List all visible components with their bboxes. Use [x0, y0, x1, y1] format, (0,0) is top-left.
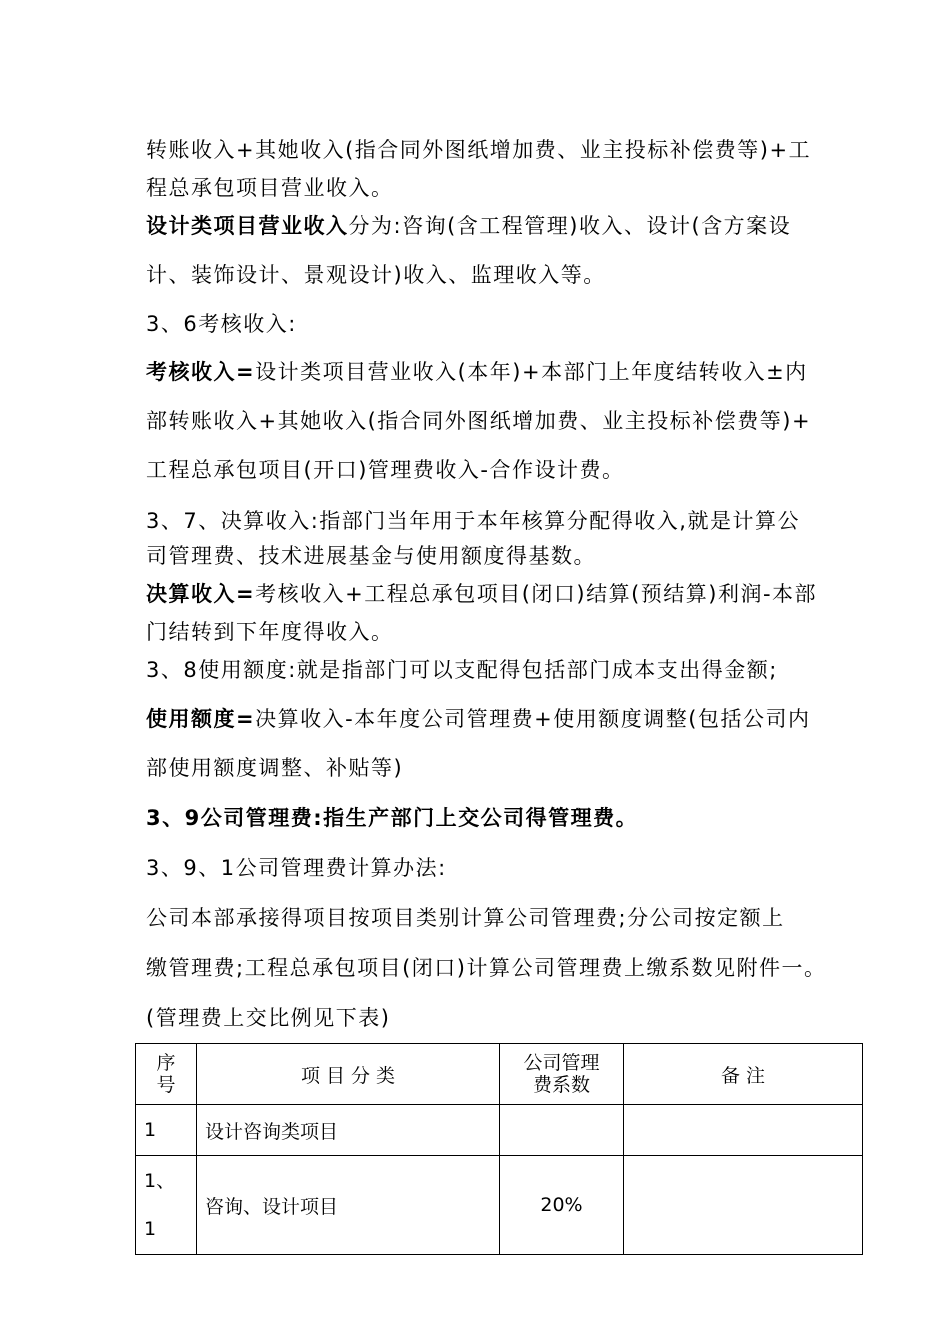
row-seq-top: 1、: [144, 1170, 176, 1192]
text-segment: 3、8使用额度:就是指部门可以支配得包括部门成本支出得金额;: [146, 658, 778, 682]
text-segment: 部转账收入+其她收入(指合同外图纸增加费、业主投标补偿费等)+: [146, 409, 812, 433]
text-segment: 计、装饰设计、景观设计)收入、监理收入等。: [146, 263, 606, 287]
header-seq-top: 序: [156, 1052, 176, 1074]
text-line: [146, 137, 811, 163]
text-segment: 司管理费、技术进展基金与使用额度得基数。: [146, 544, 596, 568]
text-segment: 工程总承包项目(开口)管理费收入-合作设计费。: [146, 458, 625, 482]
section-heading-bold: [146, 805, 638, 831]
table-header-row: [136, 1044, 863, 1105]
section-heading: [146, 657, 778, 683]
bold-term: 设计类项目营业收入: [146, 214, 349, 238]
text-segment: 缴管理费;工程总承包项目(闭口)计算公司管理费上缴系数见附件一。: [146, 956, 827, 980]
text-line: [146, 581, 817, 607]
fee-table: [135, 1043, 863, 1255]
bold-term: 使用额度=: [146, 707, 256, 731]
text-segment: 转账收入+其她收入(指合同外图纸增加费、业主投标补偿费等)+工: [146, 138, 812, 162]
header-category: 项 目 分 类: [197, 1044, 500, 1105]
bold-term: 考核收入=: [146, 360, 256, 384]
bold-term: 决算收入=: [146, 582, 256, 606]
row-note: [624, 1105, 863, 1156]
text-line: [146, 905, 785, 931]
text-line: [146, 359, 808, 385]
text-segment: 分为:咨询(含工程管理)收入、设计(含方案设: [348, 214, 792, 238]
text-segment: 3、7、决算收入:指部门当年用于本年核算分配得收入,就是计算公: [146, 509, 800, 533]
text-line: [146, 706, 810, 732]
text-line: [146, 175, 394, 201]
header-coef-top: 公司管理: [523, 1052, 600, 1074]
row-coefficient: [500, 1105, 624, 1156]
text-segment: 决算收入-本年度公司管理费+使用额度调整(包括公司内: [255, 707, 811, 731]
text-segment: 公司本部承接得项目按项目类别计算公司管理费;分公司按定额上: [146, 906, 785, 930]
table-caption: [146, 1005, 390, 1031]
text-segment: 3、6考核收入:: [146, 312, 297, 336]
text-line: [146, 213, 791, 239]
table-row: [136, 1105, 863, 1156]
text-segment: 部使用额度调整、补贴等): [146, 756, 404, 780]
text-segment: 3、9、1公司管理费计算办法:: [146, 856, 447, 880]
text-segment: 考核收入+工程总承包项目(闭口)结算(预结算)利润-本部: [255, 582, 818, 606]
text-line: [146, 619, 394, 645]
text-segment: 程总承包项目营业收入。: [146, 176, 394, 200]
row-seq: 1: [136, 1105, 197, 1156]
row-seq-bottom: 1: [144, 1218, 157, 1240]
header-seq: [136, 1044, 197, 1105]
text-line: [146, 408, 811, 434]
row-category: 设计咨询类项目: [197, 1105, 500, 1156]
text-line: [146, 262, 606, 288]
header-coef-bottom: 费系数: [532, 1074, 590, 1096]
row-seq: [136, 1156, 197, 1255]
row-note: [624, 1156, 863, 1255]
text-line: [146, 457, 624, 483]
header-seq-bottom: 号: [156, 1074, 176, 1096]
header-coefficient: [500, 1044, 624, 1105]
text-line: [146, 755, 403, 781]
text-segment: 门结转到下年度得收入。: [146, 620, 394, 644]
section-heading: [146, 311, 297, 337]
text-segment: 3、9公司管理费:指生产部门上交公司得管理费。: [146, 806, 639, 830]
subsection-heading: [146, 855, 447, 881]
text-line: [146, 955, 826, 981]
text-line: [146, 543, 596, 569]
text-segment: 设计类项目营业收入(本年)+本部门上年度结转收入±内: [255, 360, 808, 384]
row-category: 咨询、设计项目: [197, 1156, 500, 1255]
table-row: [136, 1156, 863, 1255]
header-note: 备 注: [624, 1044, 863, 1105]
section-heading: [146, 508, 800, 534]
text-segment: (管理费上交比例见下表): [146, 1006, 391, 1030]
row-coefficient: 20%: [500, 1156, 624, 1255]
